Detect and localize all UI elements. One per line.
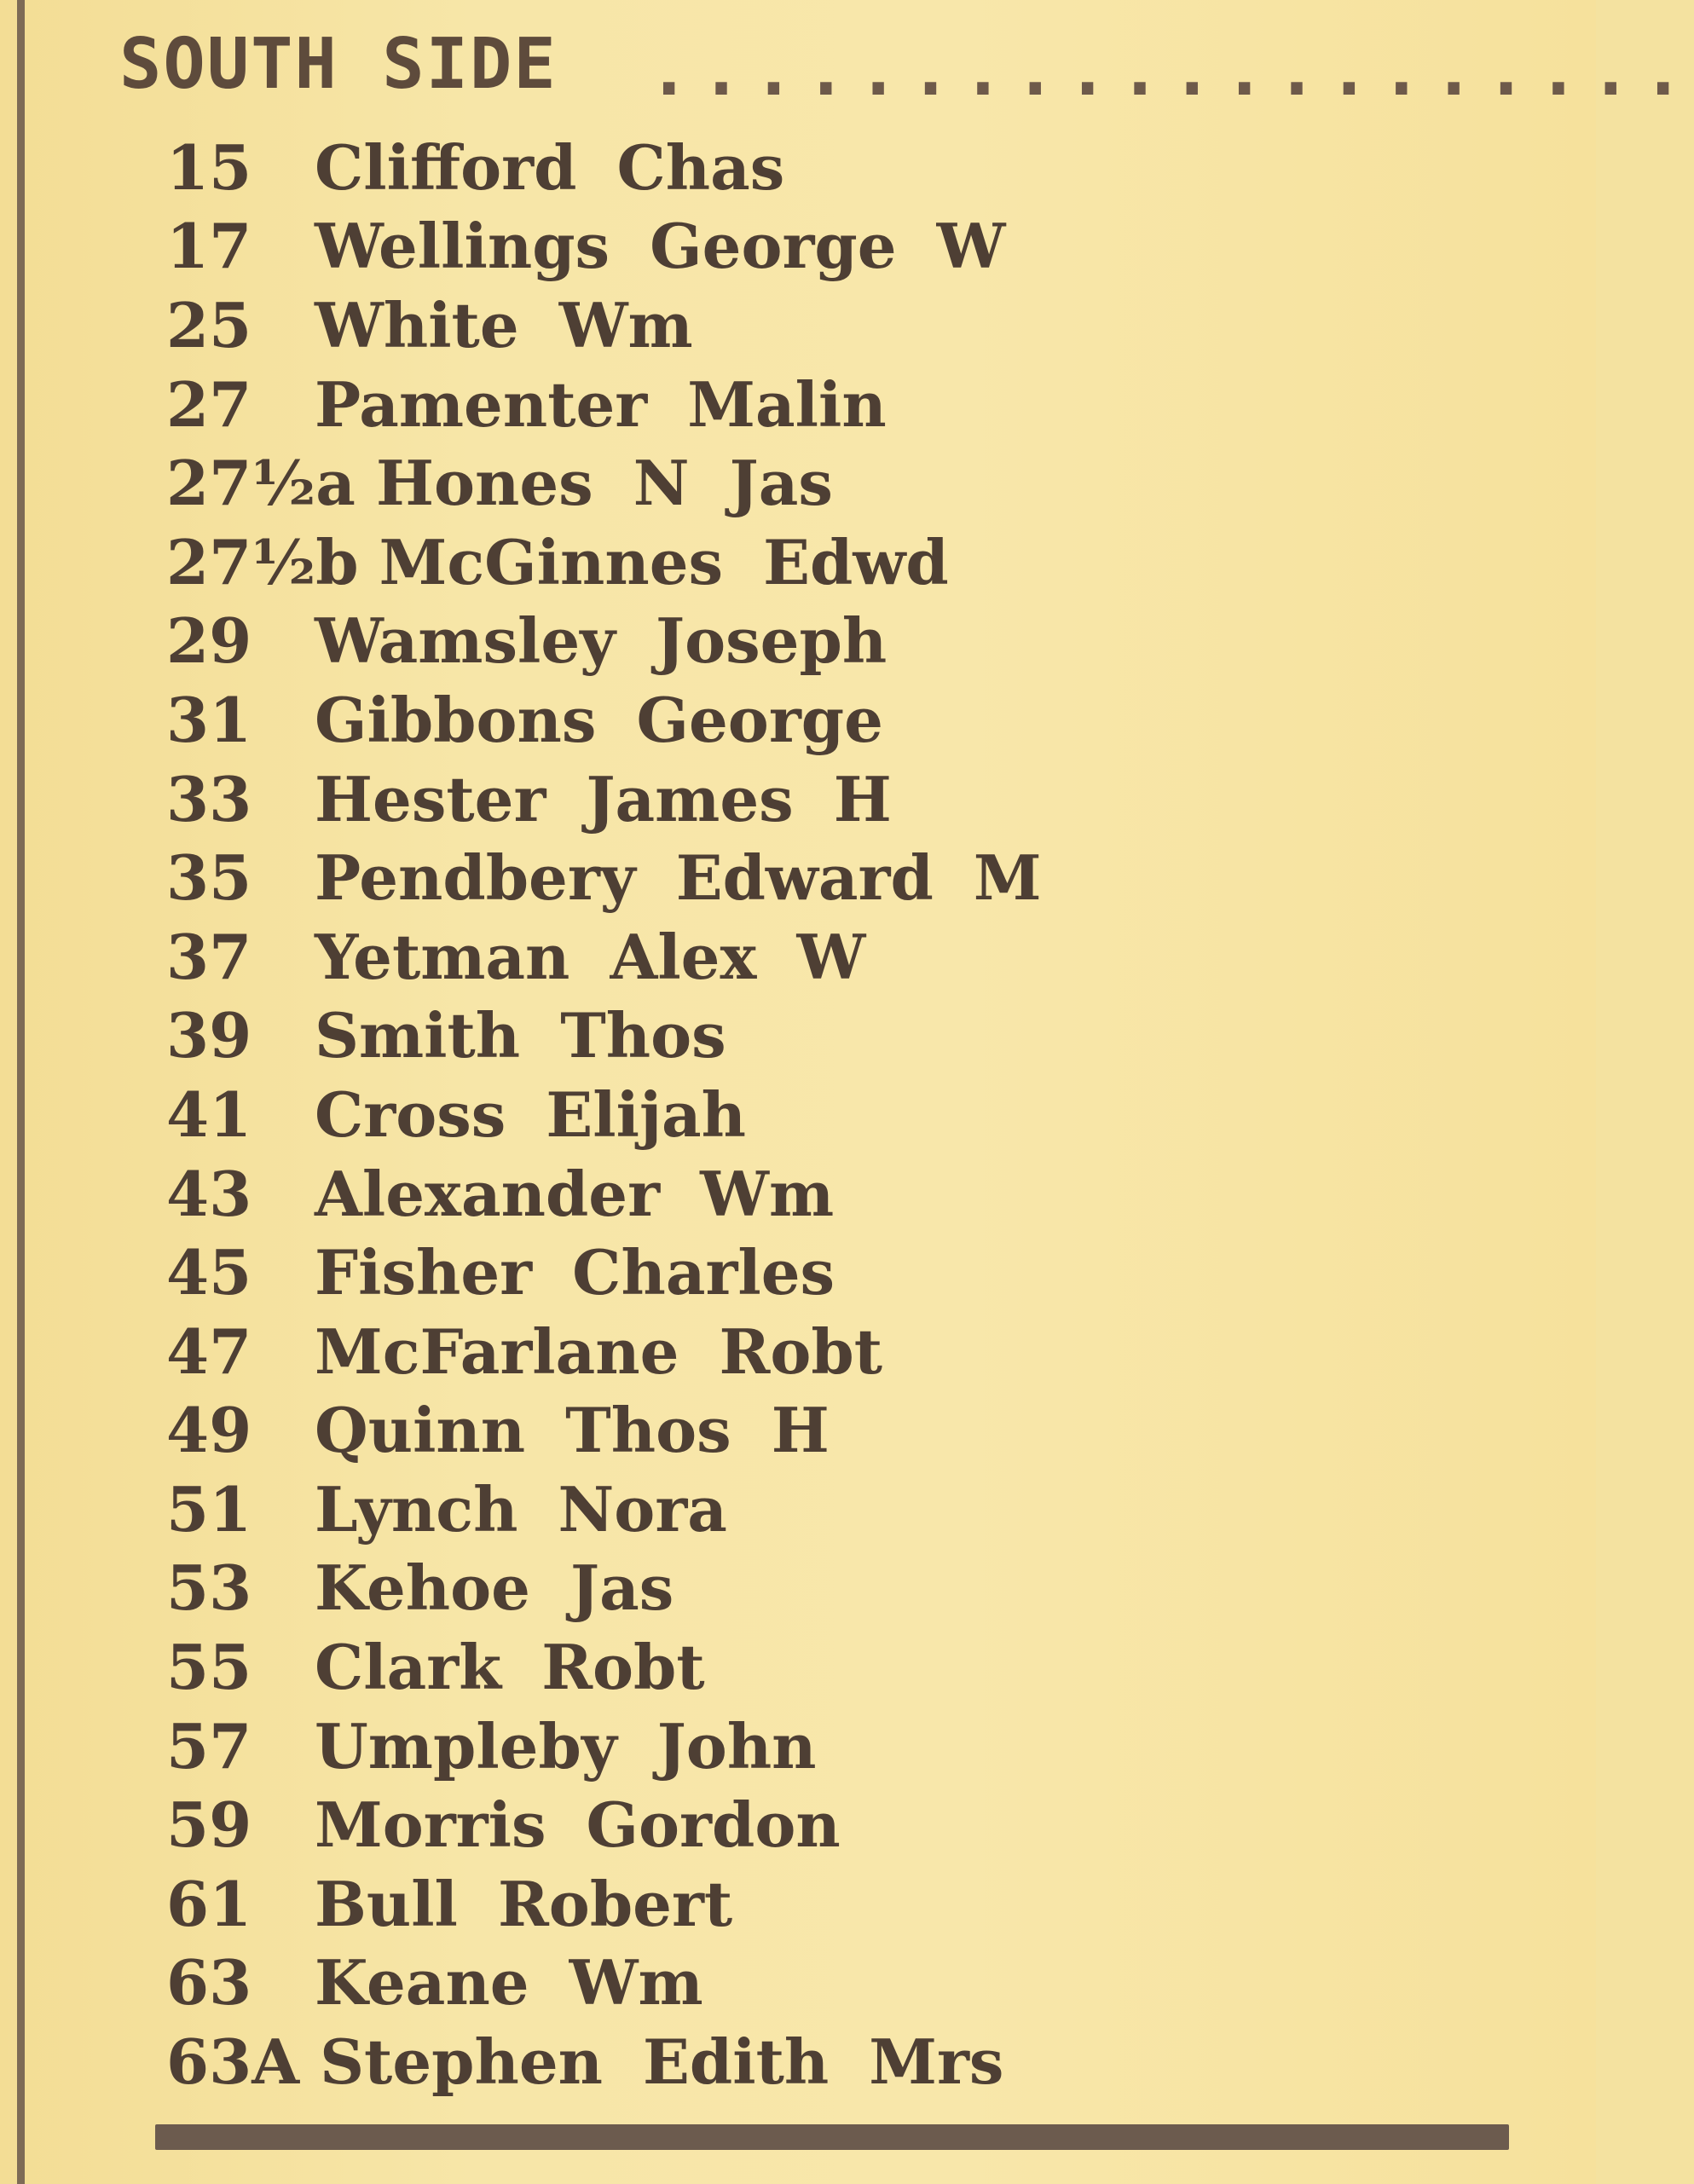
list-item: [166, 207, 1445, 286]
list-item: [166, 128, 1445, 207]
list-item: [166, 286, 1445, 365]
house-number: 47: [166, 1314, 252, 1388]
house-number: 17: [166, 210, 252, 283]
resident-name: Pamenter Malin: [315, 367, 887, 441]
list-item: [166, 1707, 1445, 1786]
resident-name: Clark Robt: [315, 1631, 705, 1704]
house-number: 61: [166, 1867, 252, 1940]
house-number: 29: [166, 604, 252, 678]
resident-name: Yetman Alex W: [315, 920, 866, 993]
house-number: 57: [166, 1709, 252, 1782]
list-item: [166, 997, 1445, 1076]
house-number: 55: [166, 1631, 252, 1704]
house-number: 59: [166, 1788, 252, 1862]
house-number: 27½a: [166, 447, 356, 520]
entry-list: [166, 128, 1445, 2101]
house-number: 53: [166, 1551, 252, 1625]
list-item: [166, 1312, 1445, 1391]
list-item: [166, 1154, 1445, 1234]
resident-name: Pendbery Edward M: [315, 841, 1042, 915]
house-number: 25: [166, 288, 252, 361]
list-item: [166, 602, 1445, 681]
house-number: 45: [166, 1236, 252, 1309]
resident-name: McGinnes Edwd: [379, 525, 949, 598]
resident-name: Quinn Thos H: [315, 1394, 830, 1467]
list-item: [166, 2022, 1445, 2101]
resident-name: McFarlane Robt: [315, 1314, 882, 1388]
house-number: 37: [166, 920, 252, 993]
house-number: 41: [166, 1078, 252, 1151]
list-item: [166, 1549, 1445, 1628]
resident-name: Umpleby John: [315, 1709, 817, 1782]
list-item: [166, 760, 1445, 839]
column-rule: [17, 0, 25, 2184]
house-number: 63A: [166, 2025, 300, 2099]
resident-name: Cross Elijah: [315, 1078, 747, 1151]
resident-name: Smith Thos: [315, 999, 726, 1072]
resident-name: Kehoe Jas: [315, 1551, 674, 1625]
list-item: [166, 1075, 1445, 1154]
list-item: [166, 1391, 1445, 1470]
list-item: [166, 523, 1445, 602]
house-number: 31: [166, 683, 252, 756]
list-item: [166, 1470, 1445, 1549]
resident-name: Wamsley Joseph: [315, 604, 887, 678]
resident-name: Hones N Jas: [375, 447, 833, 520]
list-item: [166, 1864, 1445, 1944]
house-number: 39: [166, 999, 252, 1072]
resident-name: Wellings George W: [315, 210, 1006, 283]
resident-name: Bull Robert: [315, 1867, 733, 1940]
list-item: [166, 1944, 1445, 2023]
house-number: 63: [166, 1946, 252, 2019]
resident-name: White Wm: [315, 288, 693, 361]
house-number: 43: [166, 1157, 252, 1230]
house-number: 51: [166, 1472, 252, 1546]
list-item: [166, 365, 1445, 444]
house-number: 15: [166, 130, 252, 204]
resident-name: Keane Wm: [315, 1946, 703, 2019]
resident-name: Clifford Chas: [315, 130, 785, 204]
list-item: [166, 838, 1445, 917]
house-number: 49: [166, 1394, 252, 1467]
resident-name: Alexander Wm: [315, 1157, 835, 1230]
bottom-rule: [155, 2124, 1509, 2150]
resident-name: Lynch Nora: [315, 1472, 727, 1546]
list-item: [166, 443, 1445, 523]
list-item: [166, 680, 1445, 760]
list-item: [166, 917, 1445, 997]
house-number: 27½b: [166, 525, 359, 598]
resident-name: Fisher Charles: [315, 1236, 835, 1309]
list-item: [166, 1627, 1445, 1707]
section-heading: SOUTH SIDE: [119, 24, 558, 105]
dot-leader: ....................: [648, 31, 1694, 112]
house-number: 33: [166, 762, 252, 835]
resident-name: Gibbons George: [315, 683, 883, 756]
list-item: [166, 1233, 1445, 1312]
house-number: 27: [166, 367, 252, 441]
list-item: [166, 1785, 1445, 1864]
house-number: 35: [166, 841, 252, 915]
resident-name: Stephen Edith Mrs: [320, 2025, 1004, 2099]
resident-name: Hester James H: [315, 762, 892, 835]
resident-name: Morris Gordon: [315, 1788, 841, 1862]
